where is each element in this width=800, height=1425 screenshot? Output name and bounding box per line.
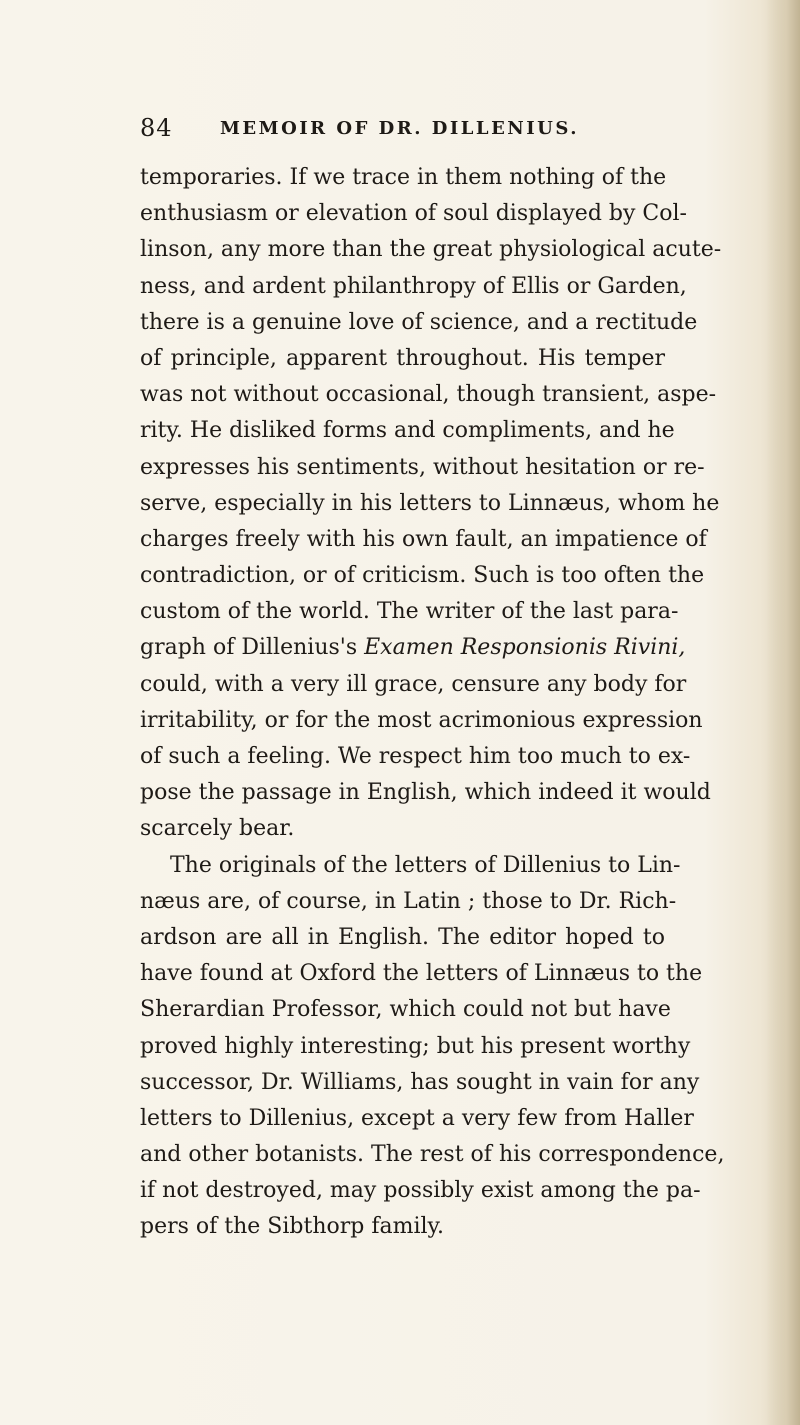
text-line: temporaries. If we trace in them nothing of the <box>140 165 667 190</box>
text-line-part: graph of Dillenius's <box>140 635 365 661</box>
text-line: proved highly interesting; but his present worthy <box>140 1033 691 1059</box>
text-line-paragraph-start: The originals of the letters of Dillenius to Lin- <box>170 852 681 878</box>
text-line: enthusiasm or elevation of soul displayed by Col- <box>140 201 687 227</box>
text-line: contradiction, or of criticism. Such is too often the <box>140 563 705 589</box>
text-line: ness, and ardent philanthropy of Ellis or Garden, <box>140 273 687 299</box>
text-line: pose the passage in English, which indeed it would <box>140 780 711 806</box>
text-line: linson, any more than the great physiological acute- <box>140 237 722 263</box>
text-line: successor, Dr. Williams, has sought in vain for any <box>140 1069 700 1095</box>
text-line-with-italic-title <box>140 630 686 666</box>
text-line: expresses his sentiments, without hesitation or re- <box>140 454 705 480</box>
text-line: of principle, apparent throughout. His temper <box>140 345 665 371</box>
text-line: irritability, or for the most acrimonious expression <box>140 707 703 733</box>
text-line: there is a genuine love of science, and a rectitude <box>140 309 698 335</box>
text-line: could, with a very ill grace, censure any body for <box>140 671 687 697</box>
text-line: of such a feeling. We respect him too much to ex- <box>140 744 691 769</box>
text-line: custom of the world. The writer of the last para- <box>140 599 679 625</box>
text-line: if not destroyed, may possibly exist among the pa- <box>140 1178 701 1204</box>
italic-book-title: Examen Responsionis Rivini, <box>364 635 686 661</box>
text-line-paragraph-end: pers of the Sibthorp family. <box>140 1214 445 1240</box>
text-line: was not without occasional, though transient, aspe- <box>140 382 717 408</box>
text-line-paragraph-end: scarcely bear. <box>140 816 295 842</box>
text-line: have found at Oxford the letters of Linnæus to the <box>140 961 703 987</box>
page-number: 84 <box>140 114 173 142</box>
text-line: Sherardian Professor, which could not but have <box>140 997 671 1023</box>
text-line: rity. He disliked forms and compliments, and he <box>140 418 675 444</box>
text-line: letters to Dillenius, except a very few from Haller <box>140 1105 694 1131</box>
body-text <box>140 160 725 1246</box>
page-edge-shadow <box>766 0 800 1425</box>
running-head: MEMOIR OF DR. DILLENIUS. <box>220 118 579 139</box>
text-line: and other botanists. The rest of his correspondence, <box>140 1142 725 1168</box>
text-line: serve, especially in his letters to Linnæus, whom he <box>140 490 720 516</box>
text-line: ardson are all in English. The editor hoped to <box>140 924 665 950</box>
text-line: næus are, of course, in Latin ; those to Dr. Rich- <box>140 888 677 914</box>
text-line: charges freely with his own fault, an impatience of <box>140 526 707 552</box>
page-header <box>140 114 700 144</box>
